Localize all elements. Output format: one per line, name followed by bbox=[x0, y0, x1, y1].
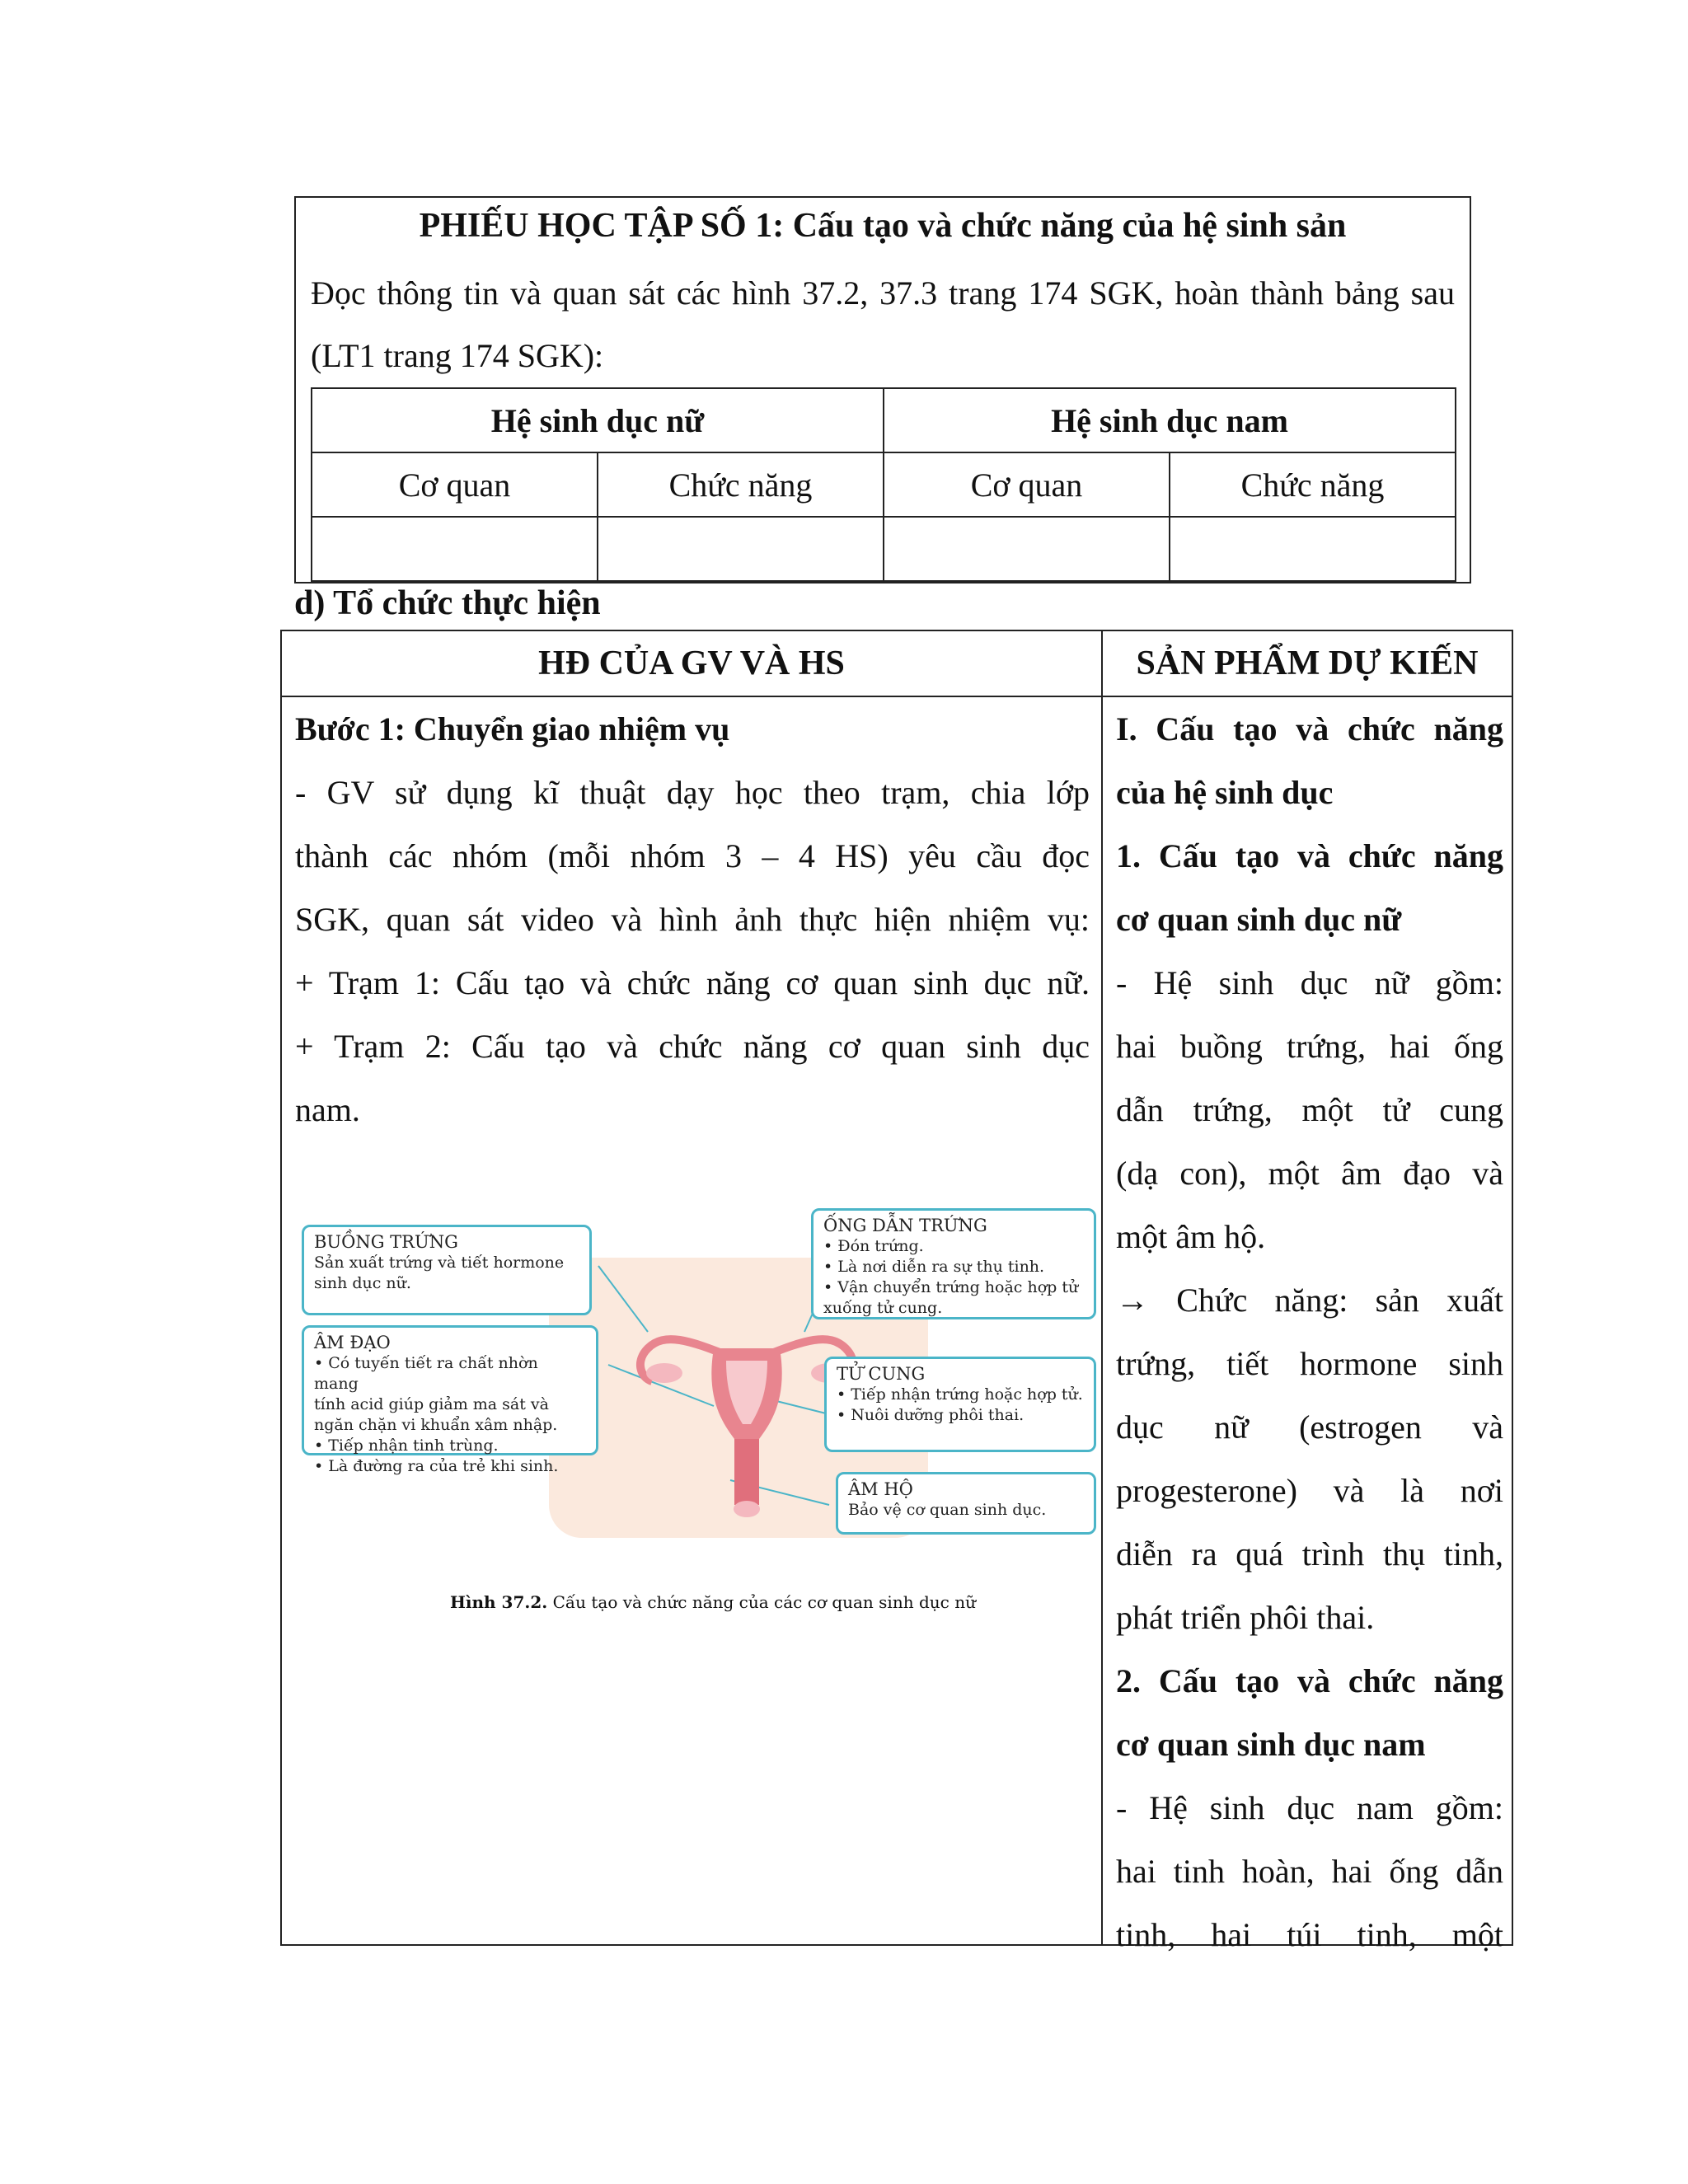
label-vagina bbox=[302, 1325, 598, 1475]
label-line: • Là nơi diễn ra sự thụ tinh. bbox=[823, 1258, 1045, 1276]
subsection-title: 2. Cấu tạo và chức năng bbox=[1116, 1662, 1503, 1699]
label-fallopian-tube bbox=[811, 1208, 1096, 1319]
empty-cell bbox=[598, 517, 884, 581]
label-line: xuống tử cung. bbox=[823, 1299, 943, 1317]
text-line: phát triển phôi thai. bbox=[1116, 1599, 1375, 1636]
label-line: • Tiếp nhận tinh trùng. bbox=[314, 1436, 499, 1455]
text-line: nam. bbox=[295, 1091, 360, 1128]
text-line: (dạ con), một âm đạo và bbox=[1116, 1155, 1503, 1192]
activity-table bbox=[280, 630, 1513, 1953]
text-line: - Hệ sinh dục nam gồm: bbox=[1116, 1789, 1503, 1826]
label-title: BUỒNG TRỨNG bbox=[314, 1232, 458, 1252]
subsection-title: cơ quan sinh dục nữ bbox=[1116, 901, 1402, 938]
label-line: • Vận chuyển trứng hoặc hợp tử bbox=[823, 1278, 1079, 1296]
label-ovary bbox=[302, 1225, 592, 1315]
text-line: hai buồng trứng, hai ống bbox=[1116, 1028, 1503, 1065]
worksheet-table bbox=[311, 387, 1456, 582]
figure-caption bbox=[450, 1571, 976, 1634]
label-title: ÂM ĐẠO bbox=[314, 1333, 391, 1352]
column-divider bbox=[1101, 631, 1103, 1944]
text-line: dục nữ (estrogen và bbox=[1116, 1408, 1503, 1446]
worksheet-instruction: Đọc thông tin và quan sát các hình 37.2, 37.3 trang 174 SGK, hoàn thành bảng sau (LT1 trang 174 SGK): bbox=[311, 274, 1455, 374]
worksheet-title: PHIẾU HỌC TẬP SỐ 1: Cấu tạo và chức năng của hệ sinh sản bbox=[419, 207, 1347, 245]
step-heading: Bước 1: Chuyển giao nhiệm vụ bbox=[295, 710, 730, 748]
label-line: • Tiếp nhận trứng hoặc hợp tử. bbox=[837, 1385, 1083, 1404]
worksheet-box bbox=[294, 196, 1471, 583]
text-line: tinh, hai túi tinh, một bbox=[1116, 1916, 1503, 1953]
label-title: ỐNG DẪN TRỨNG bbox=[823, 1216, 987, 1235]
empty-cell bbox=[312, 517, 598, 581]
col-function-female: Chức năng bbox=[598, 452, 884, 517]
section-title: I. Cấu tạo và chức năng bbox=[1116, 710, 1503, 748]
text-line: diễn ra quá trình thụ tinh, bbox=[1116, 1535, 1503, 1572]
label-line: • Có tuyến tiết ra chất nhờn mang bbox=[314, 1354, 538, 1393]
text-line: + Trạm 2: Cấu tạo và chức năng cơ quan sinh dục bbox=[295, 1028, 1090, 1065]
label-line: sinh dục nữ. bbox=[314, 1274, 411, 1292]
text-line: + Trạm 1: Cấu tạo và chức năng cơ quan sinh dục nữ. bbox=[295, 964, 1090, 1001]
text-line: → Chức năng: sản xuất bbox=[1116, 1282, 1503, 1319]
group-female-header: Hệ sinh dục nữ bbox=[312, 388, 884, 452]
caption-text: Cấu tạo và chức năng của các cơ quan sinh dục nữ bbox=[547, 1592, 976, 1612]
activities-column bbox=[295, 697, 1090, 1612]
caption-number: Hình 37.2. bbox=[450, 1592, 548, 1612]
col-organ-male: Cơ quan bbox=[884, 452, 1170, 517]
label-title: TỬ CUNG bbox=[837, 1364, 926, 1384]
header-activities: HĐ CỦA GV VÀ HS bbox=[538, 644, 845, 682]
text-line: trứng, tiết hormone sinh bbox=[1116, 1345, 1503, 1382]
text-line: - GV sử dụng kĩ thuật dạy học theo trạm, chia lớp bbox=[295, 774, 1090, 811]
empty-cell bbox=[884, 517, 1170, 581]
label-uterus bbox=[824, 1357, 1096, 1452]
section-title: của hệ sinh dục bbox=[1116, 774, 1334, 811]
text-line: progesterone) và là nơi bbox=[1116, 1472, 1503, 1509]
label-line: • Nuôi dưỡng phôi thai. bbox=[837, 1406, 1025, 1424]
label-line: Bảo vệ cơ quan sinh dục. bbox=[848, 1501, 1047, 1519]
label-line: Sản xuất trứng và tiết hormone bbox=[314, 1254, 565, 1272]
label-vulva bbox=[836, 1472, 1096, 1535]
label-line: ngăn chặn vi khuẩn xâm nhập. bbox=[314, 1416, 558, 1434]
col-function-male: Chức năng bbox=[1170, 452, 1456, 517]
text-line: hai tinh hoàn, hai ống dẫn bbox=[1116, 1853, 1503, 1890]
text-line: thành các nhóm (mỗi nhóm 3 – 4 HS) yêu cầu đọc bbox=[295, 837, 1090, 874]
subsection-title: 1. Cấu tạo và chức năng bbox=[1116, 837, 1503, 874]
section-heading: d) Tổ chức thực hiện bbox=[294, 584, 601, 622]
text-line: SGK, quan sát video và hình ảnh thực hiện nhiệm vụ: bbox=[295, 901, 1090, 938]
label-title: ÂM HỘ bbox=[848, 1479, 913, 1499]
products-column bbox=[1116, 697, 1503, 1966]
text-line: một âm hộ. bbox=[1116, 1218, 1266, 1255]
subsection-title: cơ quan sinh dục nam bbox=[1116, 1726, 1426, 1763]
text-line: dẫn trứng, một tử cung bbox=[1116, 1091, 1503, 1128]
label-line: • Đón trứng. bbox=[823, 1237, 924, 1255]
text-line: - Hệ sinh dục nữ gồm: bbox=[1116, 964, 1503, 1001]
label-line: • Là đường ra của trẻ khi sinh. bbox=[314, 1457, 559, 1475]
label-line: tính acid giúp giảm ma sát và bbox=[314, 1395, 549, 1413]
figure-female-reproductive bbox=[302, 1208, 1096, 1612]
header-products: SẢN PHẨM DỰ KIẾN bbox=[1136, 644, 1479, 682]
col-organ-female: Cơ quan bbox=[312, 452, 598, 517]
group-male-header: Hệ sinh dục nam bbox=[884, 388, 1456, 452]
empty-cell bbox=[1170, 517, 1456, 581]
